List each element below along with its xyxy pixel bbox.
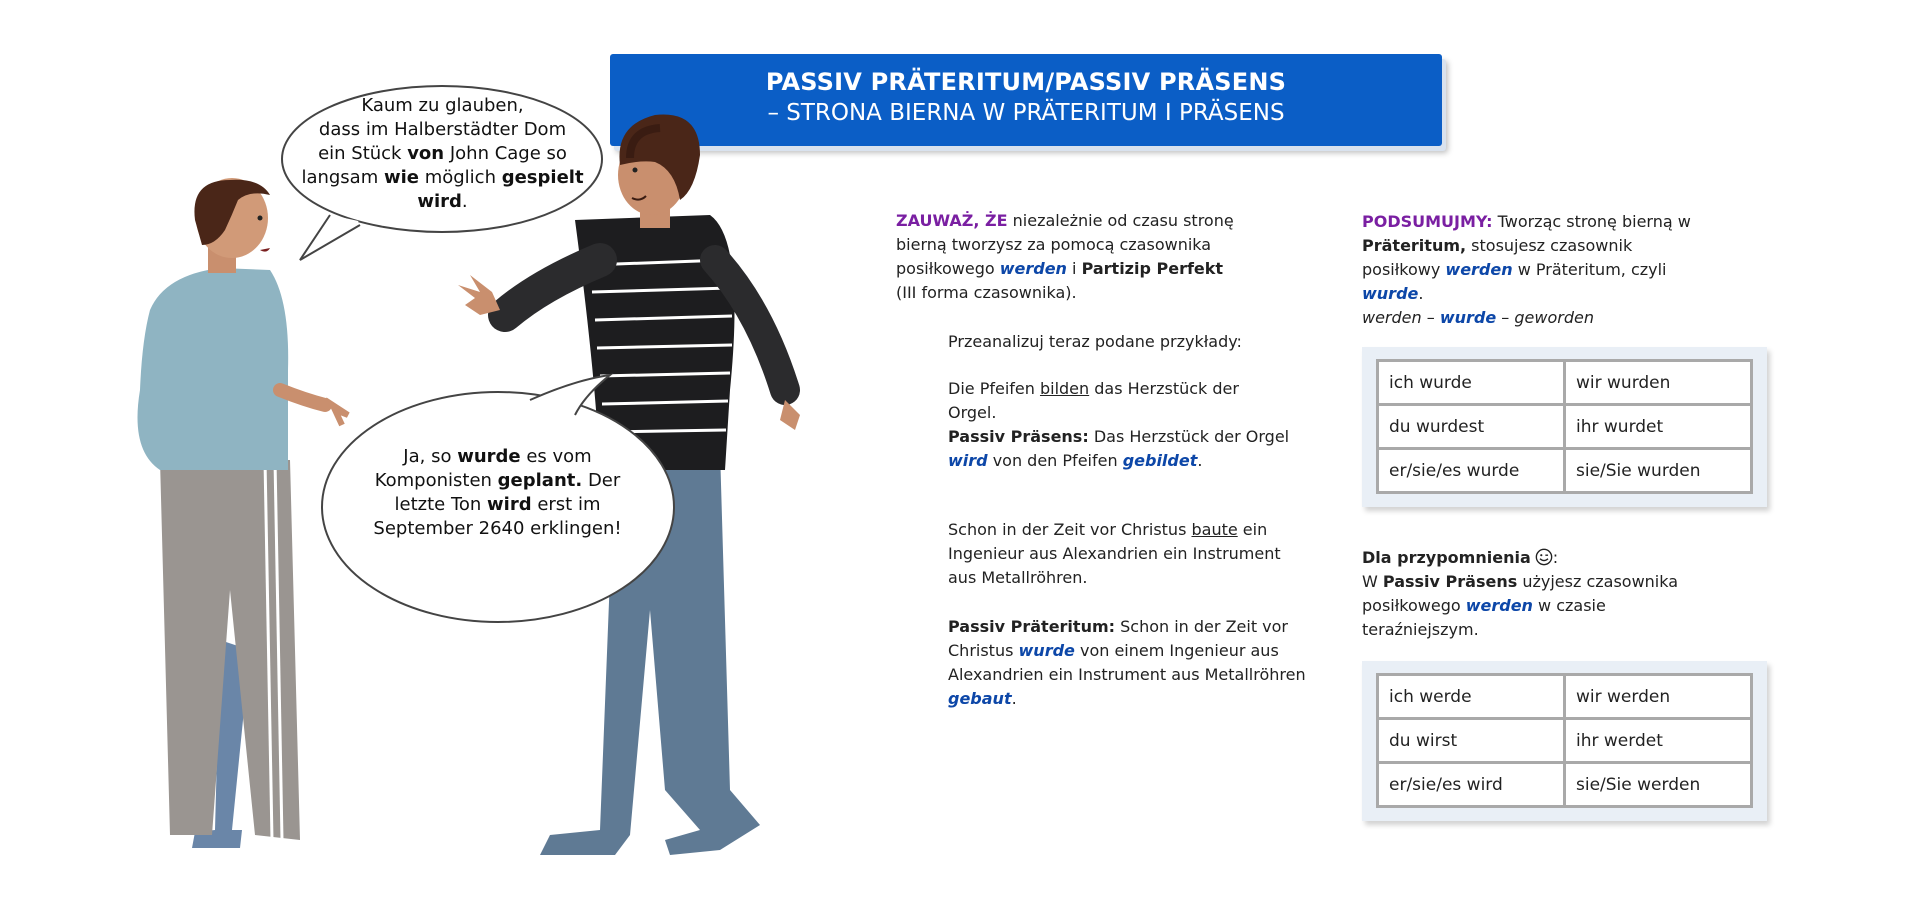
example-text: von den Pfeifen — [987, 451, 1123, 470]
examples-intro: Przeanalizuj teraz podane przykłady: — [948, 332, 1242, 351]
reminder-paragraph — [1362, 546, 1678, 642]
example-text: Ingenieur aus Alexandrien ein Instrument — [948, 544, 1281, 563]
banner-subtitle: – STRONA BIERNA W PRÄTERITUM I PRÄSENS — [767, 100, 1285, 126]
speech-bubble-left-text — [290, 94, 595, 214]
table-cell: ich werde — [1378, 675, 1565, 719]
example-2 — [948, 518, 1306, 711]
reminder-text: : — [1552, 548, 1559, 567]
note-text: bierną tworzysz za pomocą czasownika — [896, 235, 1212, 254]
example-text: Die Pfeifen — [948, 379, 1040, 398]
banner-title: PASSIV PRÄTERITUM/PASSIV PRÄSENS — [765, 68, 1287, 96]
highlight-word: wurde — [1439, 308, 1497, 327]
underlined-verb: bilden — [1039, 379, 1090, 398]
summary-paragraph — [1362, 210, 1691, 330]
reminder-text: teraźniejszym. — [1362, 620, 1479, 639]
example-1 — [948, 377, 1289, 473]
summary-text: w Präteritum, czyli — [1512, 260, 1667, 279]
highlight-word: werden — [1465, 596, 1533, 615]
bubble-text: wie — [383, 167, 419, 188]
winking-smiley-icon — [1535, 548, 1553, 566]
speech-bubble-right-text — [340, 445, 655, 541]
bubble-text: wird — [487, 494, 532, 515]
bubble-text: möglich — [418, 167, 502, 188]
table-cell: ihr wurdet — [1565, 405, 1752, 449]
summary-text: posiłkowy — [1362, 260, 1446, 279]
bubble-text: Ja, so — [403, 446, 458, 467]
highlight-word: wird — [948, 451, 988, 470]
example-text: ein — [1237, 520, 1268, 539]
table-row — [1378, 405, 1752, 449]
reminder-text: W — [1362, 572, 1383, 591]
example-text: Schon in der Zeit vor Christus — [948, 520, 1192, 539]
summary-heading: PODSUMUJMY: — [1362, 212, 1493, 231]
bubble-text: . — [461, 191, 468, 212]
table-row — [1378, 449, 1752, 493]
person-left-illustration — [138, 178, 349, 848]
bubble-text: gespielt — [501, 167, 584, 188]
summary-text: Präteritum, — [1362, 236, 1467, 255]
table-cell: ihr werdet — [1565, 719, 1752, 763]
note-text: niezależnie od czasu stronę — [1007, 211, 1234, 230]
table-row — [1378, 719, 1752, 763]
note-paragraph — [896, 209, 1234, 305]
summary-text: – — [1496, 308, 1515, 327]
reminder-text: posiłkowego — [1362, 596, 1466, 615]
note-text: (III forma czasownika). — [896, 283, 1077, 302]
bubble-text: John Cage so — [444, 143, 567, 164]
highlight-word: werden — [1445, 260, 1513, 279]
table-cell: sie/Sie werden — [1565, 763, 1752, 807]
example-text: Christus — [948, 641, 1019, 660]
summary-text: stosujesz czasownik — [1466, 236, 1633, 255]
example-text: Alexandrien ein Instrument aus Metallröhren — [948, 665, 1306, 684]
example-text: das Herzstück der — [1089, 379, 1239, 398]
example-text: Schon in der Zeit vor — [1115, 617, 1289, 636]
bubble-text: wurde — [457, 446, 521, 467]
summary-text: – — [1421, 308, 1440, 327]
table-cell: du wirst — [1378, 719, 1565, 763]
praesens-conjugation-table — [1362, 661, 1767, 821]
example-text: Das Herzstück der Orgel — [1088, 427, 1290, 446]
table-cell: sie/Sie wurden — [1565, 449, 1752, 493]
table-row — [1378, 361, 1752, 405]
note-text: Partizip Perfekt — [1081, 259, 1224, 278]
table-row — [1378, 675, 1752, 719]
bubble-text: von — [407, 143, 445, 164]
summary-text: Tworząc stronę bierną w — [1492, 212, 1691, 231]
verb-form: werden — [1362, 308, 1422, 327]
bubble-text: Kaum zu glauben, — [361, 95, 524, 116]
table-row — [1378, 763, 1752, 807]
highlight-word: wurde — [1018, 641, 1075, 660]
example-label: Passiv Präsens: — [948, 427, 1089, 446]
example-text: aus Metallröhren. — [948, 568, 1088, 587]
table-cell: wir werden — [1565, 675, 1752, 719]
note-text: posiłkowego — [896, 259, 1000, 278]
summary-text: . — [1418, 284, 1424, 303]
bubble-text: dass im Halberstädter Dom — [318, 119, 567, 140]
table-cell: ich wurde — [1378, 361, 1565, 405]
table-cell: er/sie/es wird — [1378, 763, 1565, 807]
highlight-word: werden — [999, 259, 1067, 278]
bubble-text: erst im — [531, 494, 601, 515]
bubble-text: wird — [417, 191, 462, 212]
table-cell: wir wurden — [1565, 361, 1752, 405]
bubble-text: Komponisten — [374, 470, 498, 491]
example-text: Orgel. — [948, 403, 997, 422]
praeteritum-conjugation-table — [1362, 347, 1767, 507]
example-label: Passiv Präteritum: — [948, 617, 1116, 636]
example-text: . — [1011, 689, 1017, 708]
example-text: . — [1197, 451, 1203, 470]
bubble-text: es vom — [520, 446, 592, 467]
bubble-text: langsam — [301, 167, 384, 188]
note-heading: ZAUWAŻ, ŻE — [896, 211, 1008, 230]
reminder-heading: Dla przypomnienia — [1362, 548, 1531, 567]
verb-form: geworden — [1514, 308, 1594, 327]
bubble-text: ein Stück — [318, 143, 408, 164]
bubble-text: geplant. — [497, 470, 583, 491]
bubble-text: September 2640 erklingen! — [373, 518, 622, 539]
underlined-verb: baute — [1191, 520, 1238, 539]
highlight-word: gebaut — [948, 689, 1012, 708]
reminder-text: w czasie — [1532, 596, 1606, 615]
highlight-word: gebildet — [1122, 451, 1198, 470]
table-cell: du wurdest — [1378, 405, 1565, 449]
example-text: von einem Ingenieur aus — [1074, 641, 1279, 660]
table-cell: er/sie/es wurde — [1378, 449, 1565, 493]
bubble-text: letzte Ton — [394, 494, 488, 515]
reminder-text: Passiv Präsens — [1382, 572, 1518, 591]
bubble-text: Der — [582, 470, 621, 491]
highlight-word: wurde — [1362, 284, 1419, 303]
note-text: i — [1066, 259, 1082, 278]
reminder-text: użyjesz czasownika — [1517, 572, 1679, 591]
